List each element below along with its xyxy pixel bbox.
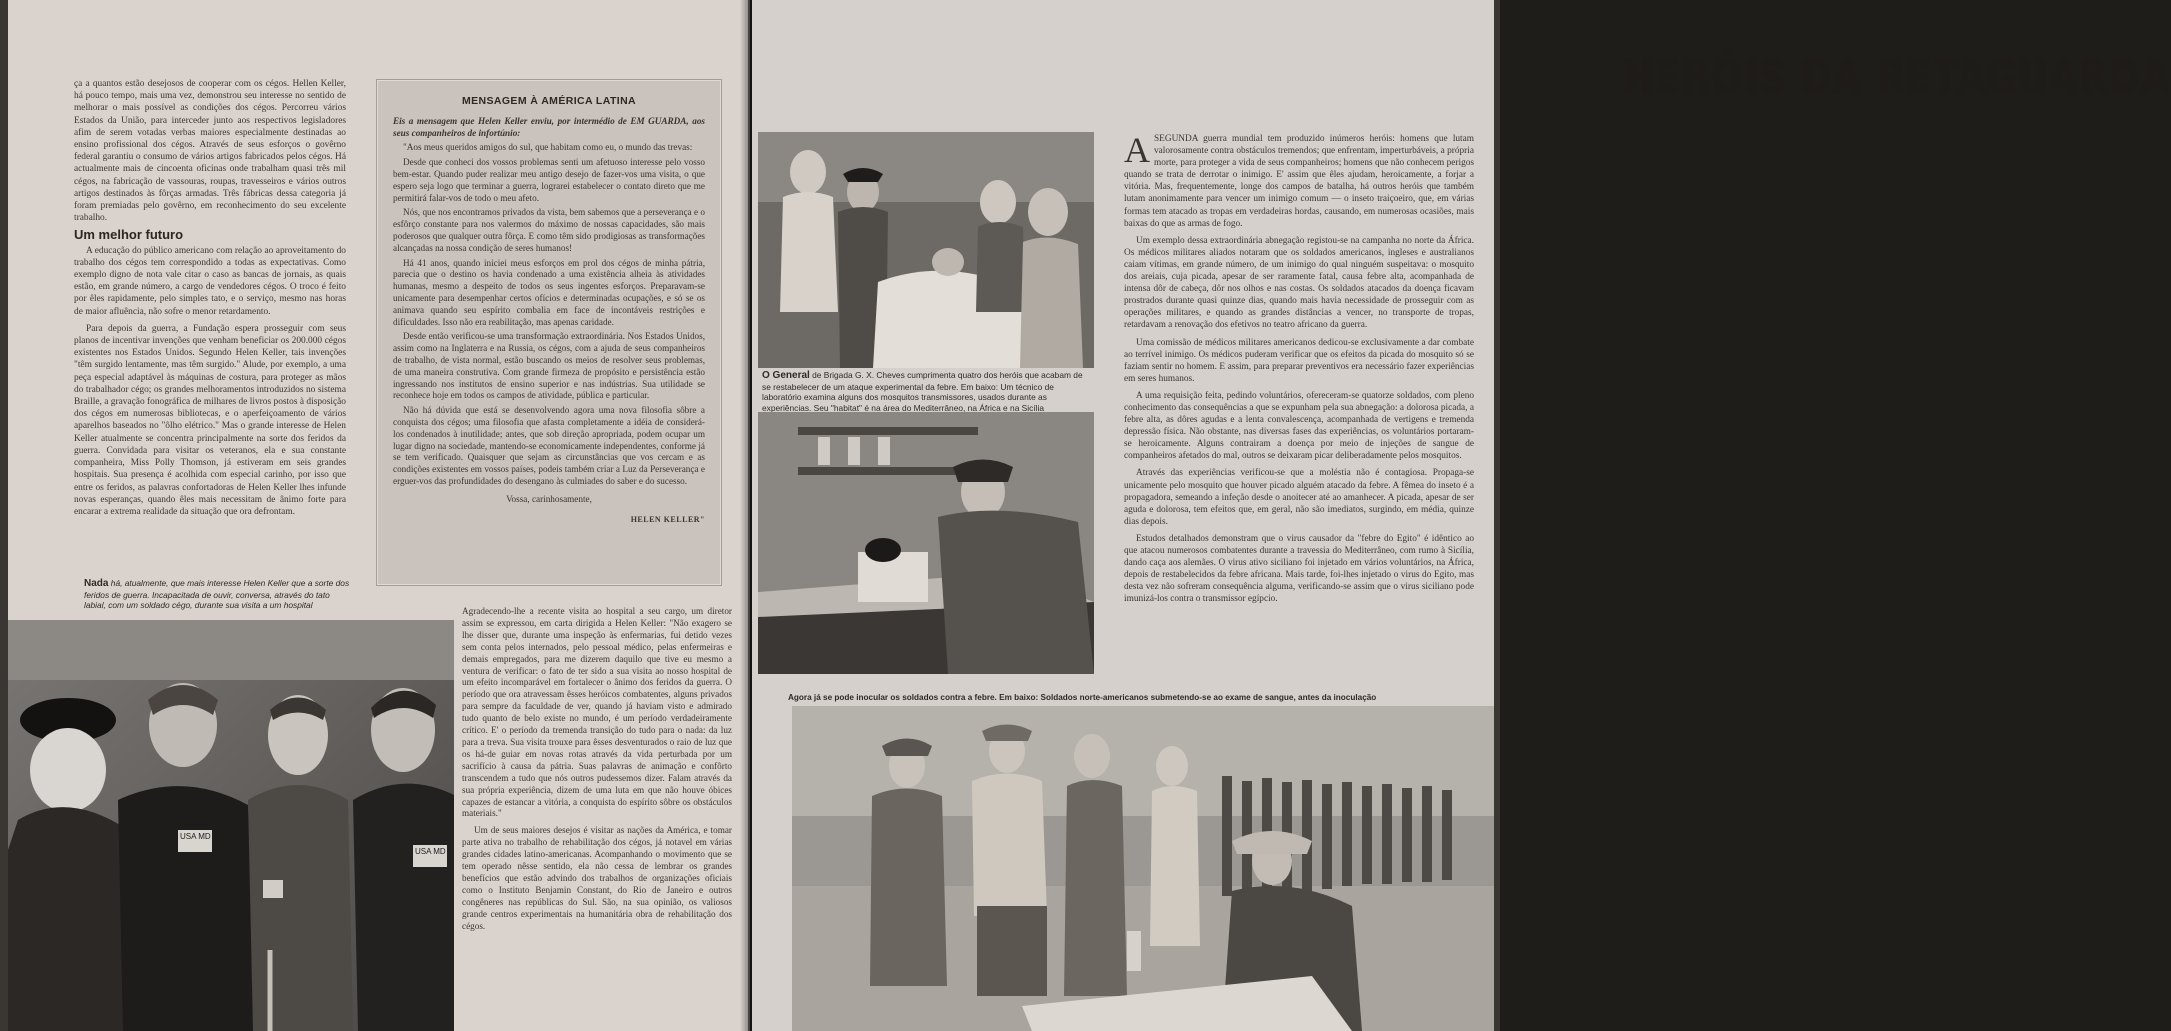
photo-caption-inoculation: Agora já se pode inocular os soldados contra a febre. Em baixo: Soldados norte-americanos submetendo-se ao exame de sangue, antes da inoculação — [788, 693, 1377, 702]
paragraph: A uma requisição feita, pedindo voluntários, ofereceram-se quatorze soldados, com pleno conhecimento das consequências a que se expunham pela sua abnegação: a dolorosa picada, a febre alta, as dôres agudas e a lenta convalescença, acompanhada de vertigens e tremenda depressão física. Não obstante, nas diversas fases das experiências, os voluntários portaram-se heroicamente. Alguns contrairam a doença por meio de injeções de sangue de companheiros afetados do mal, outros se deixaram picar deliberadamente pelos mosquitos. — [1124, 390, 1474, 462]
headline: HERÓIS DA RETAGUARDA — [1622, 50, 2171, 104]
paragraph: "Aos meus queridos amigos do sul, que habitam como eu, o mundo das trevas: — [403, 142, 693, 153]
paragraph: Agradecendo-lhe a recente visita ao hospital a seu cargo, um diretor assim se expressou, em carta dirigida a Helen Keller: "Não exagero se lhe disser que, durante uma inspeção às enfermarias, fui detido vezes sem conta pelos internados, pelo pessoal médico, pelas enfermeiras e demais empregados, para me dizerem daquilo que tive eu mesmo a ventura de verificar: o fato de ter sido a sua visita ao nosso hospital de um efeito incomparável em fortalecer o ânimo dos feridos da guerra. O período que ora atravessam êsses heróicos combatentes, alguns privados para sempre da faculdade de ver, quando já haviam visto e admirado tudo quanto de belo existe no mundo, é um período verdadeiramente crítico. E' o período da tremenda transição do tudo para o nada: da luz para a treva. Sua visita trouxe para êsses desventurados o raio de luz que os há-de guiar em novas rotas através da vida perturbada por um sacrifício à causa da pátria. Suas palavras de animação e confôrto transcendem a tudo que nós outros pudessemos dizer. Falam através da sua própria experiência, dizem de uma luta em que não houve óbices capazes de estancar a vitória, a conquista do espírito sôbre os obstáculos materiais." — [462, 606, 732, 819]
paragraph: Um exemplo dessa extraordinária abnegação registou-se na campanha no norte da África. Os médicos militares aliados notaram que os soldados americanos, ingleses e australianos caiam vítimas, em grande número, de um inimigo do qual ninguém suspeitava: o mosquito dos areiais, cuja picada, apesar de ser raramente fatal, causa febre alta, acompanhada de intensa dôr de cabeça, dôr nos olhos e nas costas. Os soldados atacados da doença ficavam prostrados durante quasi quinze dias, quando mais havia necessidade de prosseguir com as operações militares, e quando as grandes distâncias a vencer, no transporte de tropas, retardavam a renovação dos efetivos no teatro africano da guerra. — [1124, 235, 1474, 331]
caption-text: de Brigada G. X. Cheves cumprimenta quatro dos heróis que acabam de se restabelecer de um ataque experimental da febre. Em baixo: Um técnico de laboratório examina alguns dos mosquitos transmissores, usados durante as experiências. Seu "habitat" é na área do Mediterrâneo, na África e na Sicília — [762, 370, 1083, 413]
paragraph: Há 41 anos, quando iniciei meus esforços em prol dos cégos de minha pátria, parecia que o destino os havia condenado a uma existência alheia às atividades humanas, mesmo a despeito de todos os seus ingentes esforços. Preparavam-se unicamente para desempenhar certos ofícios e determinadas ocupações, e só se os animava quando seu espírito combalia em face de incontáveis restrições e dificuldades. Isso não era reabilitação, mas apenas caridade. — [393, 257, 705, 327]
photo-lab-technician — [758, 412, 1094, 674]
drop-cap: A — [1124, 130, 1150, 170]
left-column-2 — [462, 606, 732, 937]
paragraph: Estudos detalhados demonstram que o virus causador da "febre do Egito" é idêntico ao que atacou numerosos combatentes durante a travessia do Mediterrâneo, com rumo à Sicília, dando caça aos alemães. O virus ativo siciliano foi injetado em vários voluntários, na África, depois de restabelecidos da febre africana. Mais tarde, foi-lhes injetado o virus do Egito, mas desta vez não sofreram consequência alguma, verificando-se assim que o virus siciliano pode imunizá-los contra o transmissor egípcio. — [1124, 533, 1474, 605]
paragraph: Desde que conheci dos vossos problemas senti um afetuoso interesse pelo vosso bem-estar. Quando puder realizar meu antigo desejo de fazer-vos uma visita, o que espero seja logo que terminar a guerra, lograrei estabelecer o contato direto que me permitirá falar-vos de todo o meu afeto. — [393, 157, 705, 203]
photo-soldiers-blood-test — [792, 706, 1494, 1031]
paragraph: Desde então verificou-se uma transformação extraordinária. Nos Estados Unidos, assim como na Inglaterra e na Russia, os cégos, com a ajuda de seus companheiros de trabalho, de vista normal, estão buscando os meios de resolver seus problemas, de uma maneira construtiva. Com grande firmeza de propósito e persistência estão ingressando nos institutos de ensino superior e nas indústrias. Sua utilidade se reconhece hoje em todos os campos de atividade, pública e particular. — [393, 331, 705, 401]
paragraph: Uma comissão de médicos militares americanos dedicou-se exclusivamente a dar combate ao terrível inimigo. Os médicos puderam verificar que os efeitos da picada do mosquito só se faziam sentir no homem. E assim, para preparar preventivos era necessário fazer experiências em seres humanos. — [1124, 337, 1474, 384]
page-edge-left — [0, 0, 8, 1031]
paragraph: Através das experiências verificou-se que a moléstia não é contagiosa. Propaga-se unicamente pelo mosquito que houver picado alguém atacado da febre. A fêmea do inseto é a propagadora, semeando a infeção desde o anoitecer até ao amanhecer. A picada, apesar de ser aguda e dolorosa, tem efeitos que, em geral, não são imediatos, surgindo, em média, quinze dias depois. — [1124, 468, 1474, 527]
caption-lead: O General — [762, 370, 810, 381]
message-title: MENSAGEM À AMÉRICA LATINA — [461, 95, 637, 107]
photo-general-and-volunteers — [758, 132, 1094, 368]
paragraph: A educação do público americano com relação ao aproveitamento do trabalho dos cégos tem correspondido a todas as expectativas. Como exemplo digno de nota vale citar o caso as bancas de jornais, as quais estão, em grande número, a cargo de vendedores cégos. O troco é feito por êles rapidamente, pelo simples tato, e o serviço, mesmo nas horas de maior afluência, não sofre o menor retardamento. — [74, 245, 346, 317]
paragraph: SEGUNDA guerra mundial tem produzido inúmeros heróis: homens que lutam valorosamente contra obstáculos tremendos; que enfrentam, imperturbáveis, a própria morte, para proteger a vida de seus companheiros; homens que não conhecem perigos quando se trata de derrotar o inimigo. E' assim que êles ajudam, heroicamente, a forjar a vitória. Mas, frequentemente, longe dos campos de batalha, há outros heróis que também lutam anonimamente para vencer um inimigo comum — o inseto traiçoeiro, que, em várias formas tem atacado as tropas em verdadeiras hordas, causando, em numerosas ocasiões, mais baixas do que as armas de fogo. — [1124, 134, 1474, 229]
message-box — [376, 79, 722, 586]
paragraph: ça a quantos estão desejosos de cooperar com os cégos. Hellen Keller, há pouco tempo, mais uma vez, demonstrou seu interesse no sentido de melhorar o mais possível as condições dos cégos. Percorreu vários Estados da União, para interceder junto aos respectivos legisladores afim de serem votadas verbas maiores especialmente destinadas ao ensino profissional dos cégos. Através de seus esforços o govêrno federal garantiu o consumo de vários artigos fabricados pelos cégos. Há actualmente mais de cincoenta oficinas onde trabalham quasi três mil cégos, na fabricação de vassouras, roupas, travesseiros e vários outros artigos destinados às fôrças armadas. Três fábricas dessa categoria já foram premiadas pelo govêrno, em reconhecimento do seu excelente trabalho. — [74, 79, 346, 224]
message-intro: Eis a mensagem que Helen Keller enviu, por intermédio de EM GUARDA, aos seus companheiros de infortúnio: — [393, 115, 705, 138]
caption-lead: Nada — [84, 578, 109, 589]
paragraph: Um de seus maiores desejos é visitar as nações da América, e tomar parte ativa no trabalho de rehabilitação dos cégos, já notavel em várias grandes cidades latino-americanas. Acompanhando o movimento que se tem operado nêsse sentido, ela não cessa de lembrar os grandes benefícios que estão advindo dos trabalhos de organizações oficiais como o Instituto Benjamin Constant, do Rio de Janeiro e outros congêneres nas repúblicas do Sul. São, na sua opinião, os valiosos grande centros experimentais na humanitária obra de rehabilitação dos cégos. — [462, 825, 732, 931]
photo-caption-helen-keller — [84, 578, 352, 611]
left-column-1 — [74, 78, 346, 523]
message-closing: Vossa, carinhosamente, — [506, 493, 592, 504]
patch-label-1: USA MD — [180, 832, 211, 841]
page-edge-right — [1494, 0, 1500, 1031]
photo-caption-general — [762, 370, 1092, 413]
patch-label-2: USA MD — [415, 847, 446, 856]
message-signature: HELEN KELLER" — [630, 514, 705, 524]
caption-text: há, atualmente, que mais interesse Helen Keller que a sorte dos feridos de guerra. Incapacitada de ouvir, conversa, através do tato labial, com um soldado cégo, durante sua visita a um hospital — [84, 578, 350, 610]
paragraph: Nós, que nos encontramos privados da vista, bem sabemos que a perseverança e o esfôrço constante para nos valermos do máximo de nossas capacidades, são mais poderosos que qualquer outra fôrça. E como têm sido prodigiosas as transformações alcançadas na nossa condição de seres humanos! — [393, 207, 705, 253]
right-page — [752, 0, 2171, 1031]
article-column — [1124, 130, 1474, 610]
photo-helen-keller-soldiers — [8, 620, 454, 1031]
paragraph: Para depois da guerra, a Fundação espera prosseguir com seus planos de incentivar invenções que venham beneficiar os 200.000 cégos existentes nos Estados Unidos. Segundo Helen Keller, tais invenções "têm surgido lentamente, mas têm surgido." Alude, por exemplo, a uma peça especial adaptável às máquinas de costura, para proteger as mãos do trabalhador cégo; os grandes melhoramentos introduzidos no sistema Braille, a gravação fonográfica de milhares de livros postos à disposição dos cégos em numerosas bibliotecas, e o aperfeiçoamento de vários aparelhos baseados no "ôlho elétrico." Mas o grande interesse de Helen Keller atualmente se concentra principalmente na sorte dos feridos da guerra. Convidada para visitar os veteranos, ela e sua constante companheira, Miss Polly Thomson, já estiveram em seis grandes hospitais. Sua presença é acolhida com especial carinho, por isso que entre os feridos, as palavras confortadoras de Helen Keller lhes infunde novas esperanças, quando êles mais necessitam de ânimo forte para encarar a extrema realidade da situação que ora defrontam. — [74, 323, 346, 517]
left-page — [0, 0, 750, 1031]
subhead-melhor-futuro: Um melhor futuro — [74, 227, 184, 243]
paragraph: Não há dúvida que está se desenvolvendo agora uma nova filosofia sôbre a conquista dos cégos; uma filosofia que afasta completamente a idéia de considerá-los condenados à inutilidade; antes, que sob direção apropriada, podem ocupar um lugar digno na sociedade, mantendo-se economicamente independentes, conforme já se tem verificado. Quaisquer que sejam as circunstâncias que vos cercam e as condições existentes em vossos países, podeis também criar a Luz da Perseverança e erguer-vos das profundidades do desengano às culmiades do saber e do sucesso. — [393, 405, 705, 486]
